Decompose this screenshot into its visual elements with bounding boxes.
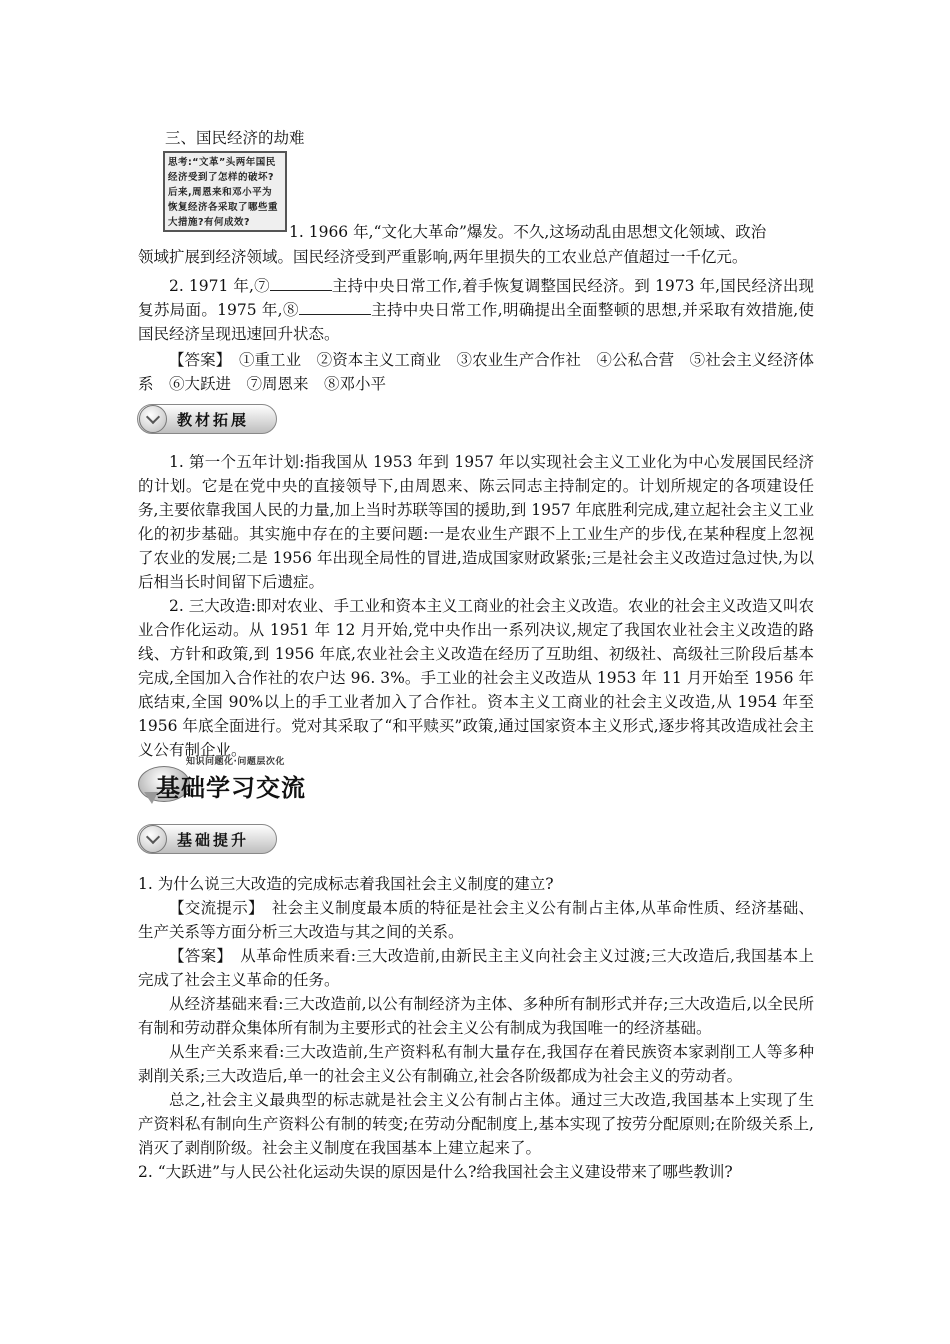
hint-label: 【交流提示】 xyxy=(169,899,257,917)
chevron-down-icon xyxy=(139,825,167,853)
summary-paragraph: 总之,社会主义最典型的标志就是社会主义公有制占主体。通过三大改造,我国基本上实现了生产资料私有制向生产资料公有制的转变;在劳动分配制度上,基本实现了按劳分配原则;在阶级关系上,消灭了剥削阶级。社会主义制度在我国基本上建立起来了。 xyxy=(138,1091,814,1157)
big-header xyxy=(138,754,338,812)
think-box-text: 思考:“文革”头两年国民经济受到了怎样的破坏?后来,周恩来和邓小平为恢复经济各采取了哪些重大措施?有何成效? xyxy=(168,157,279,228)
textbook-para-2: 2. 三大改造:即对农业、手工业和资本主义工商业的社会主义改造。农业的社会主义改造又叫农业合作化运动。从 1951 年 12 月开始,党中央作出一系列决议,规定了我国农业社会主义改造的路线、方针和政策,到 1956 年底,农业社会主义改造在经历了互助组、初级社、高级社三阶段后基本完成,全国加入合作社的农户达 96. 3%。手工业的社会主义改造从 1953 年 11 月开始至 1956 年底结束,全国 90%以上的手工业者加入了合作社。资本主义工商业的社会主义改造,从 1954 年至 1956 年底全面进行。党对其采取了“和平赎买”政策,通过国家资本主义形式,逐步将其改造成社会主义公有制企业。 xyxy=(138,597,814,759)
production-relations-paragraph: 从生产关系来看:三大改造前,生产资料私有制大量存在,我国存在着民族资本家剥削工人等多种剥削关系;三大改造后,单一的社会主义公有制确立,社会各阶级都成为社会主义的劳动者。 xyxy=(138,1043,814,1085)
para1-first-line xyxy=(289,220,815,244)
blank-7 xyxy=(270,274,332,291)
para1-first-text: 1. 1966 年,“文化大革命”爆发。不久,这场动乱由思想文化领域、政治 xyxy=(289,223,767,241)
textbook-para-1: 1. 第一个五年计划:指我国从 1953 年到 1957 年以实现社会主义工业化为中心发展国民经济的计划。它是在党中央的直接领导下,由周恩来、陈云同志主持制定的。计划所规定的各项建设任务,主要依靠我国人民的力量,加上当时苏联等国的援助,到 1957 年底胜利完成,建立起社会主义工业化的初步基础。其实施中存在的主要问题:一是农业生产跟不上工业生产的步伐,在某种程度上忽视了农业的发展;二是 1956 年出现全局性的冒进,造成国家财政紧张;三是社会主义改造过急过快,为以后相当长时间留下后遗症。 xyxy=(138,453,814,591)
basic-section xyxy=(138,872,814,1184)
question-2: 2. “大跃进”与人民公社化运动失误的原因是什么?给我国社会主义建设带来了哪些教训? xyxy=(138,1163,733,1181)
chevron-down-icon xyxy=(139,405,167,433)
question-1: 1. 为什么说三大改造的完成标志着我国社会主义制度的建立? xyxy=(138,875,554,893)
economic-basis-paragraph: 从经济基础来看:三大改造前,以公有制经济为主体、多种所有制形式并存;三大改造后,以全民所有制和劳动群众集体所有制为主要形式的社会主义公有制成为我国唯一的经济基础。 xyxy=(138,995,814,1037)
answer-label: 【答案】 xyxy=(169,351,224,369)
hint-text: 社会主义制度最本质的特征是社会主义公有制占主体,从革命性质、经济基础、生产关系等方面分析三大改造与其之间的关系。 xyxy=(138,899,814,941)
para2-part-a: 2. 1971 年,⑦ xyxy=(169,277,270,295)
banner-label: 基础提升 xyxy=(177,831,250,849)
big-header-subtitle: 知识问题化·问题层次化 xyxy=(186,757,285,767)
answer-paragraph xyxy=(138,944,814,992)
hint-paragraph xyxy=(138,896,814,944)
answer-text-2: 从革命性质来看:三大改造前,由新民主主义向社会主义过渡;三大改造后,我国基本上完成了社会主义革命的任务。 xyxy=(138,947,814,989)
section-heading-text: 三、国民经济的劫难 xyxy=(165,129,305,147)
think-box xyxy=(163,151,287,232)
answer-content: ①重工业 ②资本主义工商业 ③农业生产合作社 ④公私合营 ⑤社会主义经济体系 ⑥大跃进 ⑦周恩来 ⑧邓小平 xyxy=(138,351,814,393)
textbook-section xyxy=(138,450,814,762)
section-heading xyxy=(165,126,465,150)
blank-8 xyxy=(299,298,371,315)
para2-part-c: 主持中央日常工作,明确提出全面整顿的思想,并采取有效措施,使国民经济呈现迅速回升状态。 xyxy=(138,301,814,343)
para2 xyxy=(138,274,814,346)
answer-text xyxy=(138,348,814,396)
para2-part-b: 主持中央日常工作,着手恢复调整国民经济。到 1973 年,国民经济出现复苏局面。1975 年,⑧ xyxy=(138,277,814,319)
para1-rest xyxy=(138,245,814,269)
banner-label: 教材拓展 xyxy=(177,411,250,429)
answer-block xyxy=(138,348,814,396)
answer-label-2: 【答案】 xyxy=(169,947,225,965)
big-header-title: 基础学习交流 xyxy=(156,774,306,802)
para1-rest-text: 领域扩展到经济领域。国民经济受到严重影响,两年里损失的工农业总产值超过一千亿元。 xyxy=(138,248,748,266)
para2-text xyxy=(138,274,814,346)
banner-textbook-extension xyxy=(137,404,277,434)
banner-basic-improvement xyxy=(137,824,277,854)
